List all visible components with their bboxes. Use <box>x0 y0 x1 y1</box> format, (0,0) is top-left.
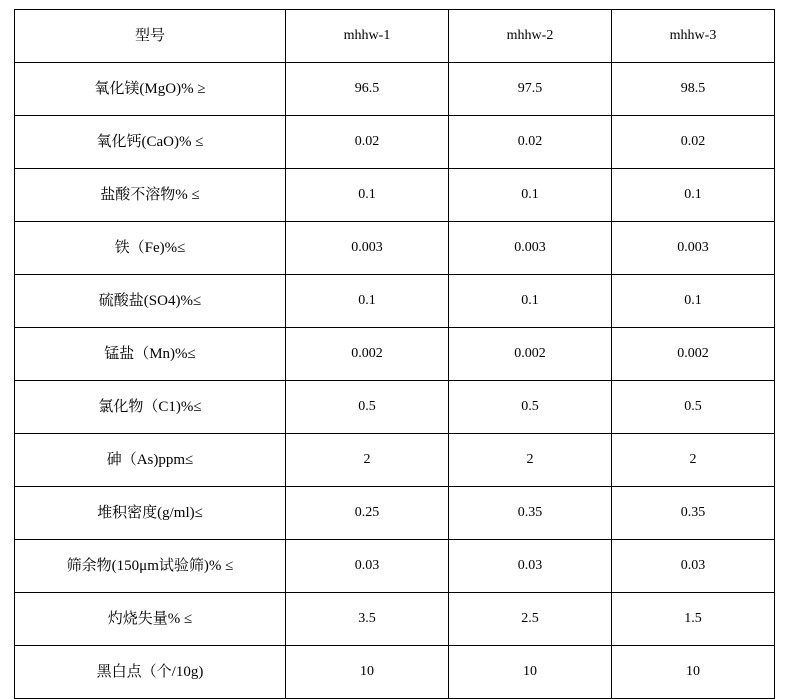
row-value: 3.5 <box>286 593 449 646</box>
row-value: 0.1 <box>449 169 612 222</box>
row-value: 2.5 <box>449 593 612 646</box>
header-cell-mhhw-1: mhhw-1 <box>286 10 449 63</box>
table-row <box>15 63 775 116</box>
row-value: 0.003 <box>612 222 775 275</box>
table-row <box>15 434 775 487</box>
row-value: 0.03 <box>449 540 612 593</box>
row-value: 0.5 <box>449 381 612 434</box>
row-value: 0.5 <box>612 381 775 434</box>
row-label: 黑白点（个/10g) <box>15 646 286 699</box>
row-label: 氧化钙(CaO)% ≤ <box>15 116 286 169</box>
row-value: 0.02 <box>449 116 612 169</box>
row-value: 0.03 <box>286 540 449 593</box>
row-value: 0.1 <box>286 275 449 328</box>
row-value: 10 <box>286 646 449 699</box>
row-value: 0.35 <box>449 487 612 540</box>
spec-sheet <box>0 9 788 685</box>
row-value: 10 <box>612 646 775 699</box>
row-value: 2 <box>449 434 612 487</box>
row-label: 氯化物（C1)%≤ <box>15 381 286 434</box>
row-value: 0.1 <box>286 169 449 222</box>
row-value: 0.1 <box>612 275 775 328</box>
table-row <box>15 381 775 434</box>
row-value: 10 <box>449 646 612 699</box>
row-value: 2 <box>612 434 775 487</box>
row-label: 筛余物(150μm试验筛)% ≤ <box>15 540 286 593</box>
table-row <box>15 222 775 275</box>
header-cell-mhhw-3: mhhw-3 <box>612 10 775 63</box>
row-label: 堆积密度(g/ml)≤ <box>15 487 286 540</box>
header-cell-mhhw-2: mhhw-2 <box>449 10 612 63</box>
table-header-row <box>15 10 775 63</box>
row-value: 96.5 <box>286 63 449 116</box>
row-label: 锰盐（Mn)%≤ <box>15 328 286 381</box>
row-value: 0.1 <box>449 275 612 328</box>
table-row <box>15 487 775 540</box>
specification-table <box>14 9 775 699</box>
row-value: 0.25 <box>286 487 449 540</box>
row-value: 0.002 <box>612 328 775 381</box>
row-label: 盐酸不溶物% ≤ <box>15 169 286 222</box>
row-value: 0.1 <box>612 169 775 222</box>
table-row <box>15 169 775 222</box>
table-row <box>15 275 775 328</box>
row-label: 氧化镁(MgO)% ≥ <box>15 63 286 116</box>
row-label: 灼烧失量% ≤ <box>15 593 286 646</box>
row-value: 0.003 <box>449 222 612 275</box>
header-cell-model: 型号 <box>15 10 286 63</box>
row-value: 1.5 <box>612 593 775 646</box>
table-row <box>15 646 775 699</box>
row-label: 铁（Fe)%≤ <box>15 222 286 275</box>
table-row <box>15 116 775 169</box>
row-value: 0.5 <box>286 381 449 434</box>
table-row <box>15 328 775 381</box>
row-value: 0.02 <box>612 116 775 169</box>
row-value: 0.002 <box>286 328 449 381</box>
row-value: 0.003 <box>286 222 449 275</box>
row-label: 砷（As)ppm≤ <box>15 434 286 487</box>
row-value: 0.03 <box>612 540 775 593</box>
row-value: 0.02 <box>286 116 449 169</box>
row-value: 98.5 <box>612 63 775 116</box>
table-row <box>15 540 775 593</box>
row-value: 2 <box>286 434 449 487</box>
table-row <box>15 593 775 646</box>
row-value: 0.35 <box>612 487 775 540</box>
row-label: 硫酸盐(SO4)%≤ <box>15 275 286 328</box>
row-value: 97.5 <box>449 63 612 116</box>
row-value: 0.002 <box>449 328 612 381</box>
